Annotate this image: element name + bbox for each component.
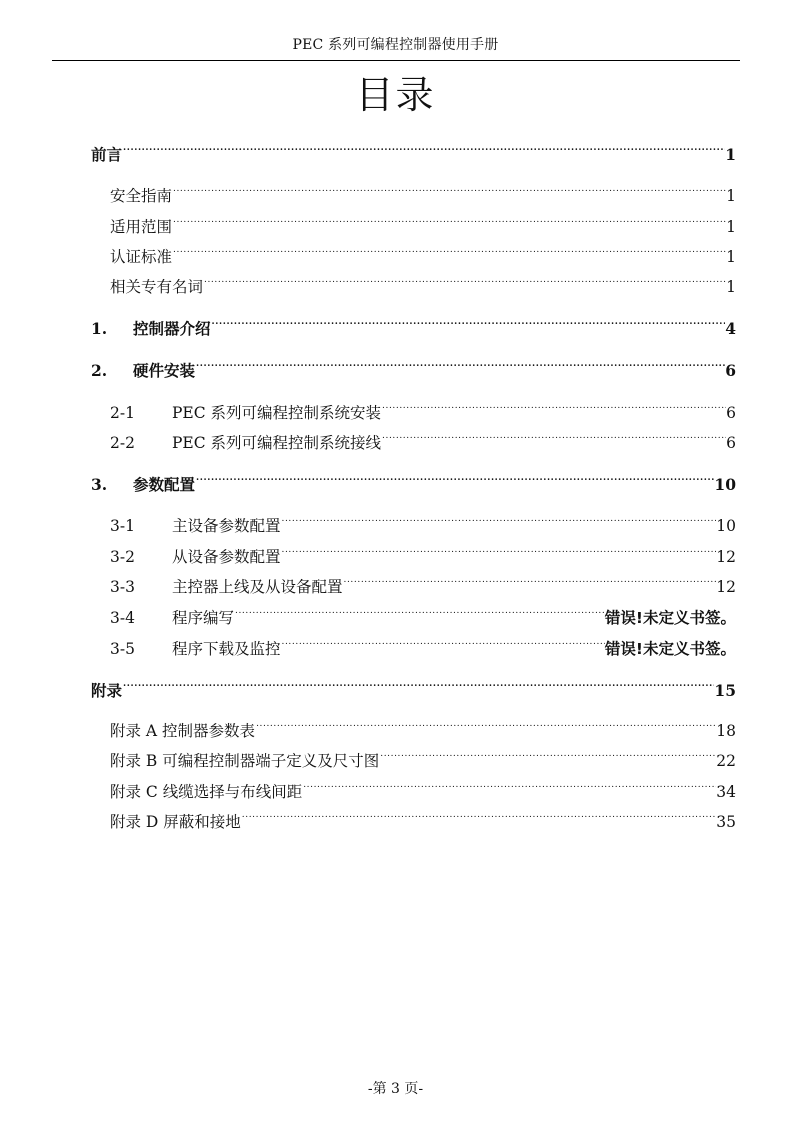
toc-entry-label: 适用范围 bbox=[110, 218, 173, 236]
toc-entry-label: 附录 C 线缆选择与布线间距 bbox=[110, 783, 303, 801]
toc-entry-label: 控制器介绍 bbox=[133, 319, 211, 338]
toc-entry-number: 1. bbox=[91, 319, 108, 338]
toc-entry-page: 15 bbox=[714, 681, 736, 700]
toc-dot-leader bbox=[241, 807, 716, 827]
toc-dot-leader bbox=[255, 716, 716, 736]
toc-entry-number: 3-2 bbox=[110, 548, 135, 566]
toc-entry-error: 错误!未定义书签。 bbox=[604, 640, 736, 658]
toc-entry-label: 主控器上线及从设备配置 bbox=[172, 578, 343, 596]
toc-entry-label: 主设备参数配置 bbox=[172, 517, 281, 535]
toc-entry-label: 安全指南 bbox=[110, 187, 173, 205]
toc-entry-section[interactable] bbox=[110, 716, 736, 740]
toc-entry-number: 3-1 bbox=[110, 517, 135, 535]
toc-dot-leader bbox=[234, 603, 605, 623]
toc-entry-chapter[interactable] bbox=[91, 676, 736, 700]
toc-dot-leader bbox=[195, 470, 714, 490]
toc-entry-section[interactable] bbox=[110, 777, 736, 801]
toc-entry-page: 1 bbox=[726, 278, 736, 296]
toc-entry-error: 错误!未定义书签。 bbox=[604, 609, 736, 627]
toc-entry-label: 相关专有名词 bbox=[110, 278, 204, 296]
toc-dot-leader bbox=[122, 140, 725, 160]
toc-entry-page: 1 bbox=[726, 248, 736, 266]
toc-dot-leader bbox=[172, 242, 726, 262]
toc-entry-label: PEC 系列可编程控制系统安装 bbox=[172, 404, 382, 422]
toc-entry-page: 22 bbox=[716, 752, 736, 770]
toc-entry-label: 附录 A 控制器参数表 bbox=[110, 722, 256, 740]
toc-entry-page: 6 bbox=[725, 361, 736, 380]
toc-dot-leader bbox=[122, 676, 714, 696]
toc-entry-chapter[interactable] bbox=[91, 140, 736, 164]
toc-dot-leader bbox=[281, 511, 717, 531]
toc-entry-section[interactable] bbox=[110, 181, 736, 205]
toc-dot-leader bbox=[381, 428, 726, 448]
toc-entry-page: 4 bbox=[725, 319, 736, 338]
toc-dot-leader bbox=[172, 181, 726, 201]
running-header: PEC 系列可编程控制器使用手册 bbox=[292, 37, 499, 53]
toc-dot-leader bbox=[203, 272, 726, 292]
toc-entry-page: 12 bbox=[716, 548, 736, 566]
page-number: -第 3 页- bbox=[367, 1081, 424, 1097]
toc-entry-label: 附录 B 可编程控制器端子定义及尺寸图 bbox=[110, 752, 380, 770]
toc-entry-page: 1 bbox=[725, 145, 736, 164]
toc-entry-label: 认证标准 bbox=[110, 248, 173, 266]
toc-dot-leader bbox=[195, 356, 725, 376]
toc-entry-page: 1 bbox=[726, 218, 736, 236]
toc-entry-chapter[interactable] bbox=[91, 470, 736, 494]
toc-entry-page: 10 bbox=[716, 517, 736, 535]
toc-entry-page: 6 bbox=[726, 434, 736, 452]
toc-entry-label: 硬件安装 bbox=[133, 361, 196, 380]
toc-entry-section[interactable] bbox=[110, 428, 736, 452]
toc-entry-number: 3-3 bbox=[110, 578, 135, 596]
toc-entry-page: 34 bbox=[716, 783, 736, 801]
toc-dot-leader bbox=[172, 212, 726, 232]
toc-entry-section[interactable] bbox=[110, 398, 736, 422]
toc-entry-section[interactable] bbox=[110, 572, 736, 596]
toc-dot-leader bbox=[281, 542, 717, 562]
toc-dot-leader bbox=[343, 572, 717, 592]
toc-entry-chapter[interactable] bbox=[91, 356, 736, 380]
toc-entry-number: 3-5 bbox=[110, 640, 135, 658]
toc-dot-leader bbox=[379, 746, 716, 766]
toc-entry-number: 3. bbox=[91, 475, 108, 494]
toc-entry-label: 附录 bbox=[91, 681, 123, 700]
toc-title: 目录 bbox=[355, 73, 436, 117]
toc-entry-section[interactable] bbox=[110, 511, 736, 535]
toc-entry-label: 从设备参数配置 bbox=[172, 548, 281, 566]
toc-entry-section[interactable] bbox=[110, 807, 736, 831]
toc-entry-page: 12 bbox=[716, 578, 736, 596]
toc-entry-label: 程序编写 bbox=[172, 609, 235, 627]
toc-entry-label: PEC 系列可编程控制系统接线 bbox=[172, 434, 382, 452]
toc-entry-section[interactable] bbox=[110, 746, 736, 770]
toc-entry-number: 2. bbox=[91, 361, 108, 380]
toc-entry-page: 1 bbox=[726, 187, 736, 205]
toc-entry-section[interactable] bbox=[110, 634, 736, 658]
toc-entry-chapter[interactable] bbox=[91, 314, 736, 338]
toc-entry-section[interactable] bbox=[110, 272, 736, 296]
toc-entry-number: 3-4 bbox=[110, 609, 135, 627]
toc-entry-section[interactable] bbox=[110, 603, 736, 627]
toc-dot-leader bbox=[211, 314, 726, 334]
toc-entry-section[interactable] bbox=[110, 242, 736, 266]
toc-entry-page: 18 bbox=[716, 722, 736, 740]
toc-dot-leader bbox=[381, 398, 726, 418]
toc-entry-page: 10 bbox=[714, 475, 736, 494]
toc-entry-label: 程序下载及监控 bbox=[172, 640, 281, 658]
toc-entry-section[interactable] bbox=[110, 212, 736, 236]
toc-entry-section[interactable] bbox=[110, 542, 736, 566]
toc-dot-leader bbox=[281, 634, 605, 654]
toc-entry-label: 前言 bbox=[91, 145, 123, 164]
toc-entry-number: 2-2 bbox=[110, 434, 135, 452]
toc-entry-number: 2-1 bbox=[110, 404, 135, 422]
toc-entry-page: 35 bbox=[716, 813, 736, 831]
toc-dot-leader bbox=[302, 777, 716, 797]
toc-entry-page: 6 bbox=[726, 404, 736, 422]
toc-entry-label: 参数配置 bbox=[133, 475, 196, 494]
toc-entry-label: 附录 D 屏蔽和接地 bbox=[110, 813, 241, 831]
